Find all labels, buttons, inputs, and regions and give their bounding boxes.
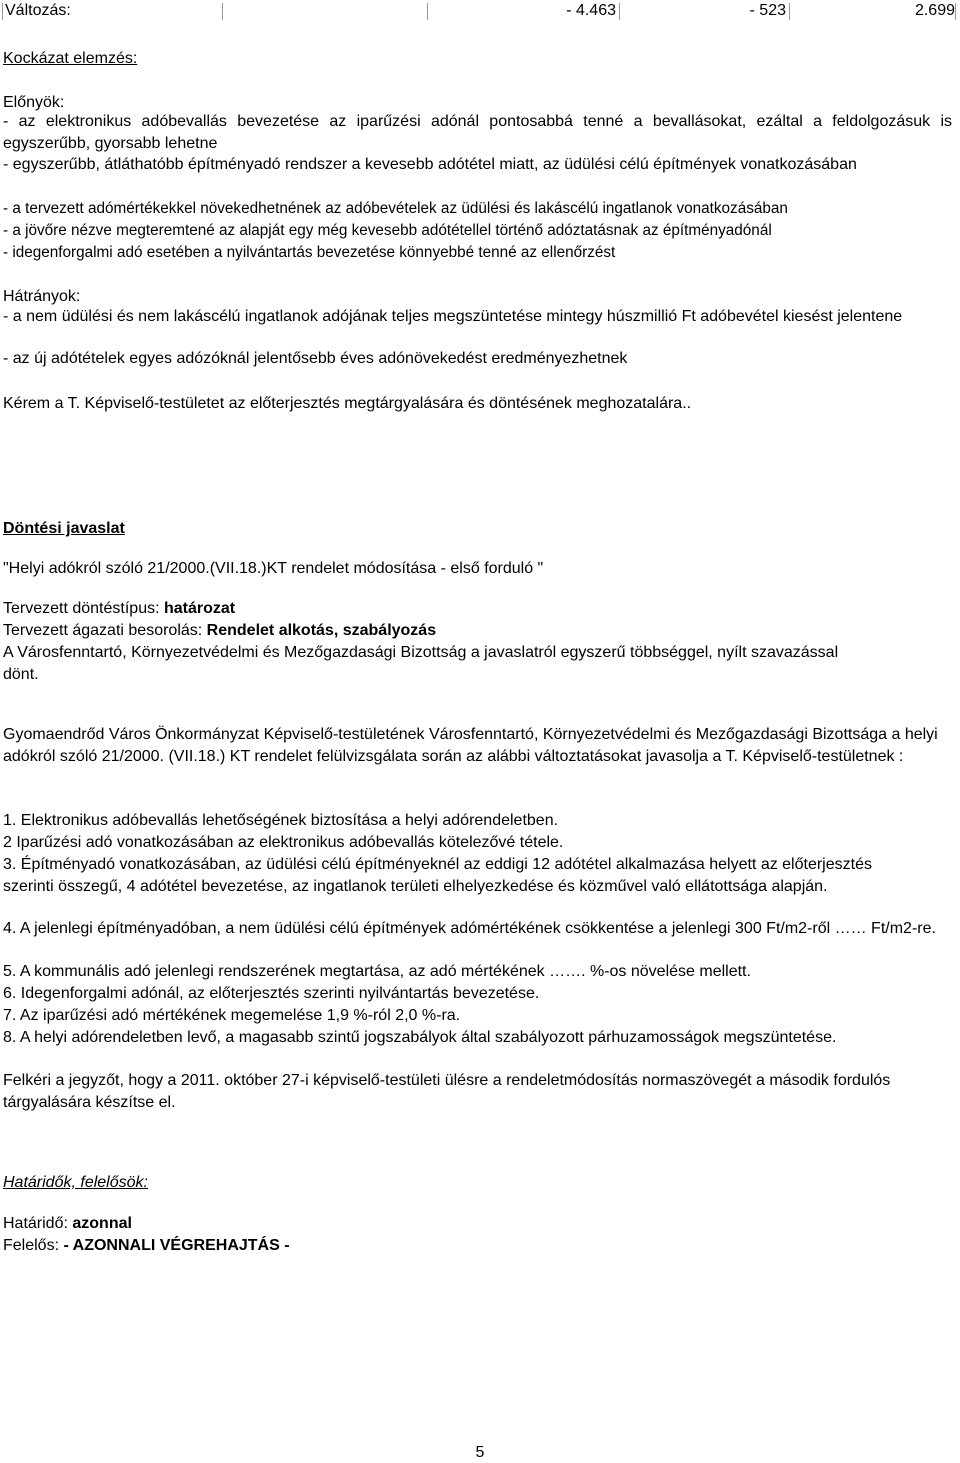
pros-item: - az elektronikus adóbevallás bevezetése az iparűzési adónál pontosabbá tenné a bevallásokat, ezáltal a feldolgozásuk is egyszerűbb, gyorsabb lehetne bbox=[3, 113, 952, 152]
committee-text: A Városfenntartó, Környezetvédelmi és Mezőgazdasági Bizottság a javaslatról egyszerű többséggel, nyílt szavazással dönt. bbox=[3, 644, 839, 683]
risk-heading: Kockázat elemzés: bbox=[3, 50, 138, 67]
decision-intro: Gyomaendrőd Város Önkormányzat Képviselő-testületének Városfenntartó, Környezetvédelmi és Mezőgazdasági Bizottsága a helyi adókról szóló 21/2000. (VII.18.) KT rendelet felülvizsgálata során az alábbi változtatásokat javasolja a T. Képviselő-testületnek : bbox=[3, 726, 938, 765]
decision-item: Felkéri a jegyzőt, hogy a 2011. október 27-i képviselő-testületi ülésre a rendeletmódosítás normaszövegét a második fordulós tárgyalására készítse el. bbox=[3, 1072, 891, 1111]
cons-item: - az új adótételek egyes adózóknál jelentősebb éves adónövekedést eredményezhetnek bbox=[3, 350, 628, 367]
decision-item: 7. Az iparűzési adó mértékének megemelése 1,9 %-ról 2,0 %-ra. bbox=[3, 1007, 461, 1024]
responsible-label: Felelős: bbox=[3, 1237, 64, 1254]
decision-type-label: Tervezett döntéstípus: bbox=[3, 600, 164, 617]
pros-item: - a tervezett adómértékekkel növekedhetnének az adóbevételek az üdülési és lakáscélú ingatlanok vonatkozásában bbox=[3, 200, 788, 217]
deadline-row bbox=[3, 1213, 952, 1235]
cell-border bbox=[222, 3, 223, 20]
deadlines-heading: Határidők, felelősök: bbox=[3, 1174, 148, 1191]
pros-item: - a jövőre nézve megteremtené az alapját egy még kevesebb adótétellel történő adóztatásnak az építményadónál bbox=[3, 222, 772, 239]
decision-item: 2 Iparűzési adó vonatkozásában az elektronikus adóbevallás kötelezővé tétele. bbox=[3, 834, 564, 851]
cell-border bbox=[2, 3, 3, 20]
responsible-row bbox=[3, 1235, 952, 1257]
deadline-label: Határidő: bbox=[3, 1215, 73, 1232]
change-value: - 4.463 bbox=[566, 2, 616, 19]
cell-border bbox=[955, 3, 956, 20]
decision-item: 4. A jelenlegi építményadóban, a nem üdülési célú építmények adómértékének csökkentése a jelenlegi 300 Ft/m2-ről …… Ft/m2-re. bbox=[3, 920, 936, 937]
decision-sector bbox=[3, 620, 952, 642]
deadline-value: azonnal bbox=[72, 1215, 132, 1232]
pros-item: - egyszerűbb, átláthatóbb építményadó rendszer a kevesebb adótétel miatt, az üdülési célú építmények vonatkozásában bbox=[3, 156, 857, 173]
decision-item: 6. Idegenforgalmi adónál, az előterjesztés szerinti nyilvántartás bevezetése. bbox=[3, 985, 540, 1002]
cell-border bbox=[619, 3, 620, 20]
change-label: Változás: bbox=[5, 2, 71, 19]
page-number: 5 bbox=[475, 1444, 485, 1461]
decision-type bbox=[3, 598, 952, 620]
decision-heading: Döntési javaslat bbox=[3, 520, 125, 537]
cell-border bbox=[789, 3, 790, 20]
decision-sector-label: Tervezett ágazati besorolás: bbox=[3, 622, 207, 639]
change-row bbox=[2, 0, 955, 22]
decision-sector-value: Rendelet alkotás, szabályozás bbox=[206, 622, 437, 639]
decision-item: 8. A helyi adórendeletben levő, a magasabb szintű jogszabályok által szabályozott párhuzamosságok megszüntetése. bbox=[3, 1029, 837, 1046]
decision-item: 5. A kommunális adó jelenlegi rendszerének megtartása, az adó mértékének ……. %-os növelése mellett. bbox=[3, 963, 751, 980]
decision-title: "Helyi adókról szóló 21/2000.(VII.18.)KT rendelet módosítása - első forduló " bbox=[3, 560, 544, 577]
responsible-value: - AZONNALI VÉGREHAJTÁS - bbox=[63, 1237, 290, 1254]
pros-item: - idegenforgalmi adó esetében a nyilvántartás bevezetése könnyebbé tenné az ellenőrzést bbox=[3, 244, 616, 261]
request-text: Kérem a T. Képviselő-testületet az előterjesztés megtárgyalására és döntésének meghozatalára.. bbox=[3, 395, 692, 412]
cell-border bbox=[427, 3, 428, 20]
decision-item: 1. Elektronikus adóbevallás lehetőségének biztosítása a helyi adórendeletben. bbox=[3, 812, 559, 829]
change-value: 2.699 bbox=[914, 2, 955, 19]
decision-item: 3. Építményadó vonatkozásában, az üdülési célú építményeknél az eddigi 12 adótétel alkalmazása helyett az előterjesztés szerinti összegű, 4 adótétel bevezetése, az ingatlanok területi elhelyezkedése és közművel való ellátottsága alapján. bbox=[3, 856, 872, 895]
cons-item: - a nem üdülési és nem lakáscélú ingatlanok adójának teljes megszüntetése mintegy húszmillió Ft adóbevétel kiesést jelentene bbox=[3, 308, 903, 325]
cons-heading: Hátrányok: bbox=[3, 288, 81, 305]
decision-type-value: határozat bbox=[163, 600, 236, 617]
change-value: - 523 bbox=[749, 2, 786, 19]
pros-heading: Előnyök: bbox=[3, 94, 65, 111]
